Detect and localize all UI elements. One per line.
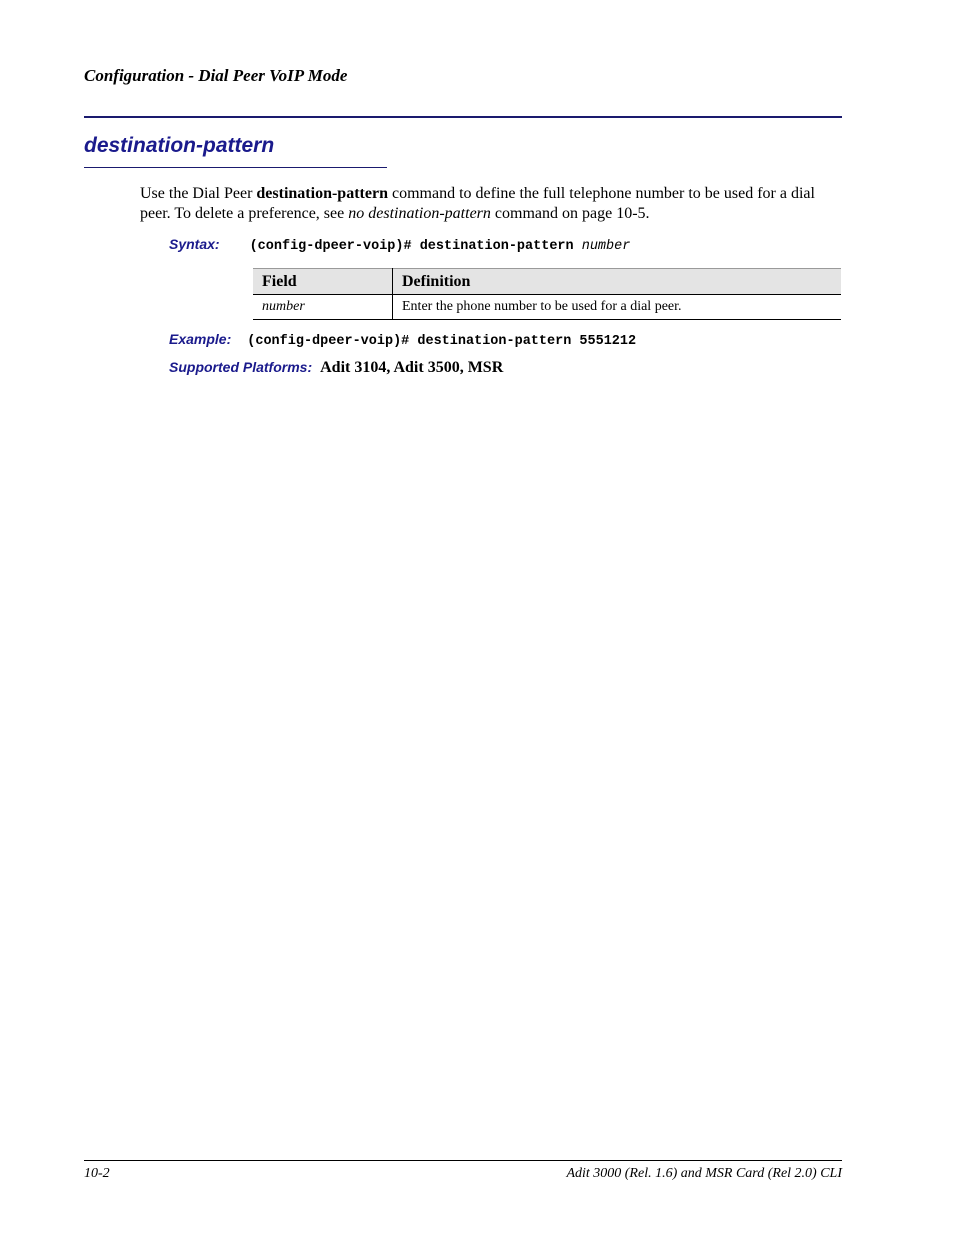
intro-text-1: Use the Dial Peer	[140, 185, 257, 202]
intro-paragraph	[140, 184, 845, 224]
syntax-command: (config-dpeer-voip)# destination-pattern	[249, 239, 582, 254]
syntax-line	[169, 236, 630, 254]
intro-command: destination-pattern	[256, 185, 388, 202]
section-title: destination-pattern	[84, 134, 275, 157]
table-header-definition: Definition	[393, 269, 842, 295]
title-underline	[84, 167, 387, 168]
example-command: (config-dpeer-voip)# destination-pattern 5551212	[247, 334, 637, 349]
syntax-label: Syntax:	[169, 236, 220, 252]
header-rule	[84, 116, 842, 118]
platforms-value: Adit 3104, Adit 3500, MSR	[320, 359, 504, 376]
table-header-row	[253, 269, 841, 295]
footer-rule	[84, 1160, 842, 1161]
table-cell-field: number	[253, 295, 393, 320]
page-number: 10-2	[84, 1166, 110, 1181]
table-row	[253, 295, 841, 320]
definition-table	[253, 268, 841, 320]
intro-text-3: command on page 10-5.	[490, 205, 650, 222]
table-cell-definition: Enter the phone number to be used for a dial peer.	[393, 295, 842, 320]
running-header: Configuration - Dial Peer VoIP Mode	[84, 66, 348, 85]
table-header-field: Field	[253, 269, 393, 295]
intro-text-2: command to define the full telephone number to be used for a dial peer. To delete a preference, see	[140, 185, 815, 222]
example-line	[169, 331, 636, 349]
footer-doc-title: Adit 3000 (Rel. 1.6) and MSR Card (Rel 2.0) CLI	[566, 1166, 842, 1181]
platforms-label: Supported Platforms:	[169, 359, 313, 375]
example-label: Example:	[169, 331, 232, 347]
syntax-argument: number	[581, 239, 631, 254]
intro-reference: no destination-pattern	[348, 205, 491, 222]
platforms-line	[169, 359, 503, 377]
